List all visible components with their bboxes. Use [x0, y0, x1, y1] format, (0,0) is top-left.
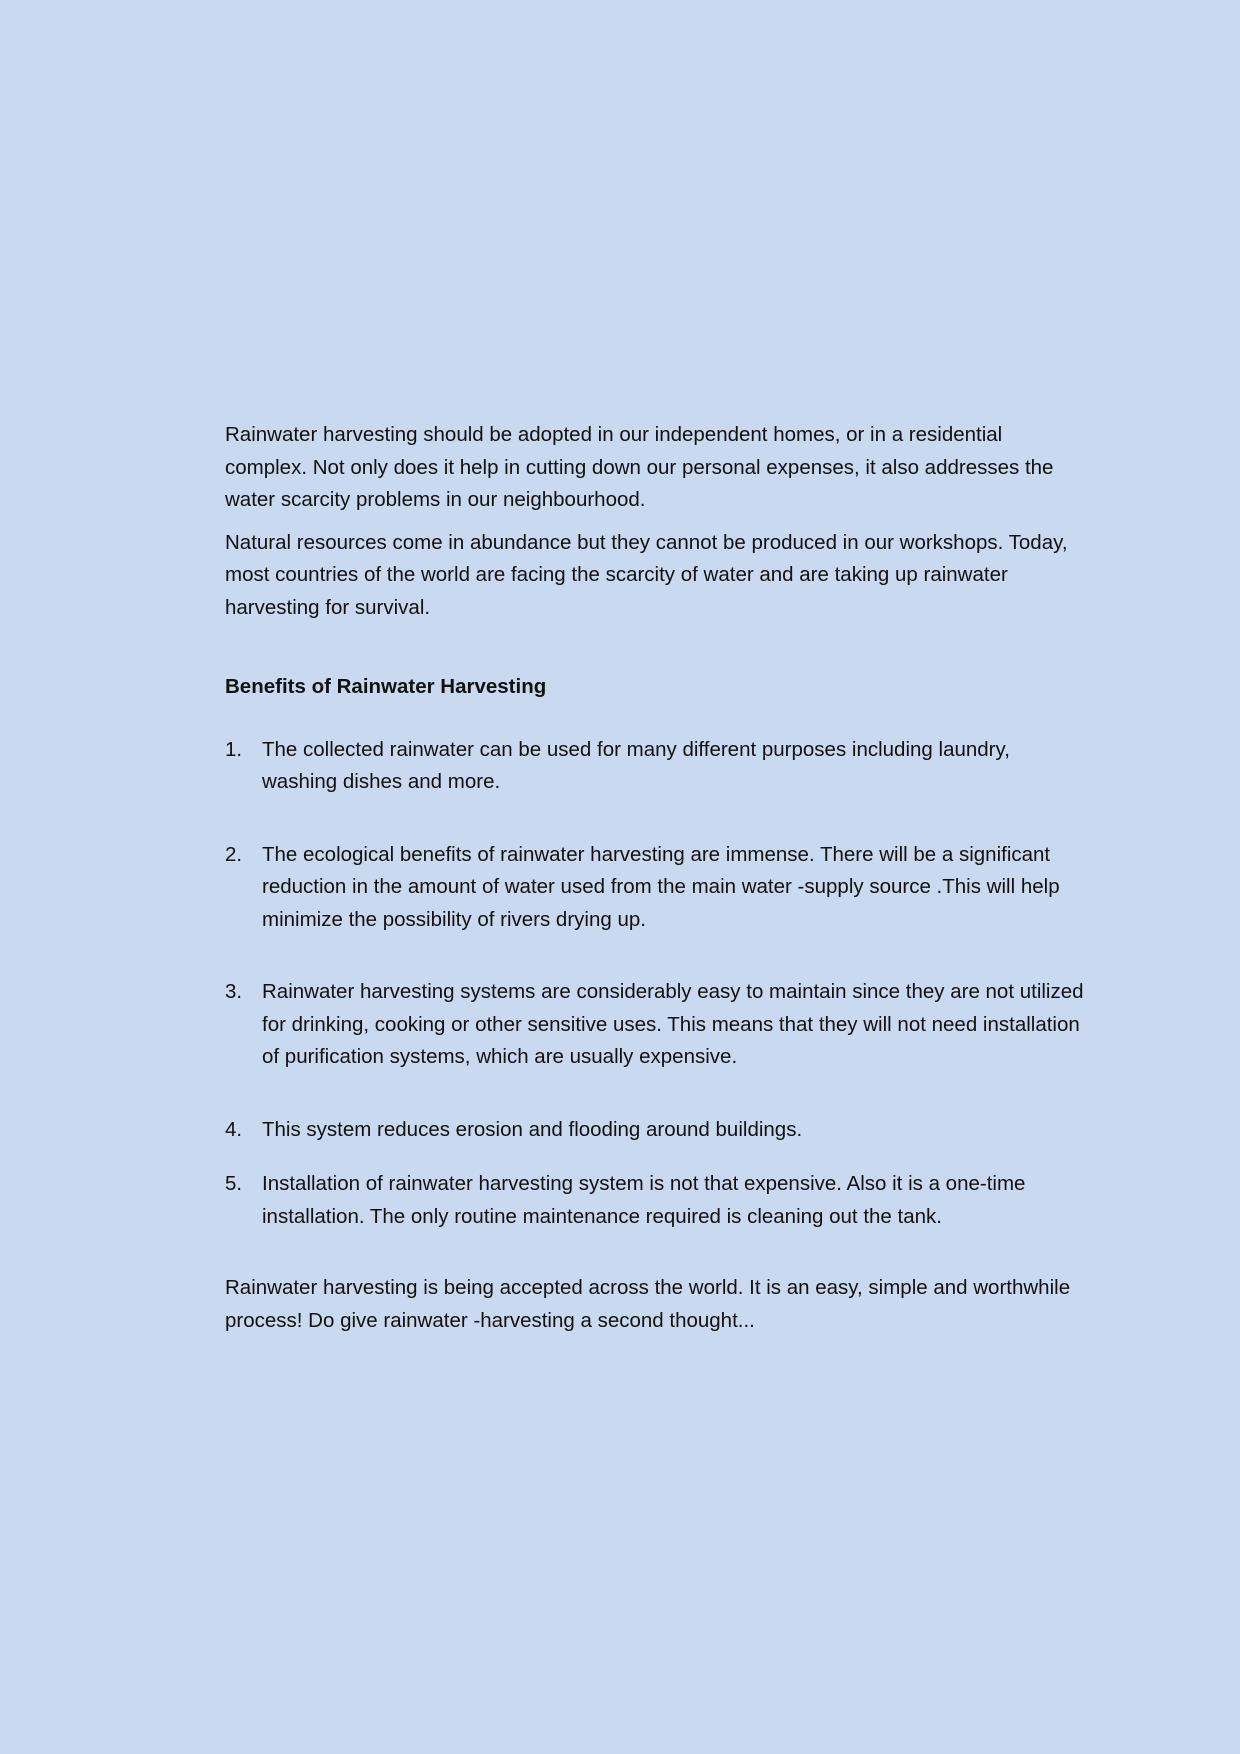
intro-paragraph-1: Rainwater harvesting should be adopted in our independent homes, or in a residential complex. Not only does it help in cutting down our personal expenses, it also addresses the water scarcity problems in our neighbourhood.	[225, 423, 1054, 511]
list-item-text: This system reduces erosion and flooding around buildings.	[262, 1117, 803, 1141]
document-body	[225, 419, 1085, 1337]
list-item-number: 1.	[225, 737, 243, 761]
list-item	[225, 1168, 1085, 1233]
list-item	[225, 1114, 1085, 1147]
section-heading: Benefits of Rainwater Harvesting	[225, 675, 547, 698]
list-item-text: Installation of rainwater harvesting system is not that expensive. Also it is a one-time installation. The only routine maintenance required is cleaning out the tank.	[262, 1172, 1026, 1228]
list-item-number: 4.	[225, 1117, 243, 1141]
list-item-number: 5.	[225, 1172, 243, 1195]
list-item	[225, 734, 1085, 799]
list-item-number: 3.	[225, 980, 243, 1003]
list-item	[225, 839, 1085, 937]
list-item-number: 2.	[225, 842, 243, 866]
benefits-list	[225, 734, 1085, 1234]
closing-paragraph: Rainwater harvesting is being accepted across the world. It is an easy, simple and worthwhile process! Do give rainwater -harvesting a second thought...	[225, 1276, 1071, 1332]
list-item-text: Rainwater harvesting systems are considerably easy to maintain since they are not utilized for drinking, cooking or other sensitive uses. This means that they will not need installation of purification systems, which are usually expensive.	[262, 980, 1084, 1068]
intro-paragraph-2: Natural resources come in abundance but they cannot be produced in our workshops. Today, most countries of the world are facing the scarcity of water and are taking up rainwater harvesting for survival.	[225, 530, 1068, 619]
list-item	[225, 976, 1085, 1074]
list-item-text: The collected rainwater can be used for many different purposes including laundry, washing dishes and more.	[262, 737, 1010, 793]
list-item-text: The ecological benefits of rainwater harvesting are immense. There will be a significant reduction in the amount of water used from the main water -supply source .This will help minimize the possibility of rivers drying up.	[262, 842, 1060, 931]
